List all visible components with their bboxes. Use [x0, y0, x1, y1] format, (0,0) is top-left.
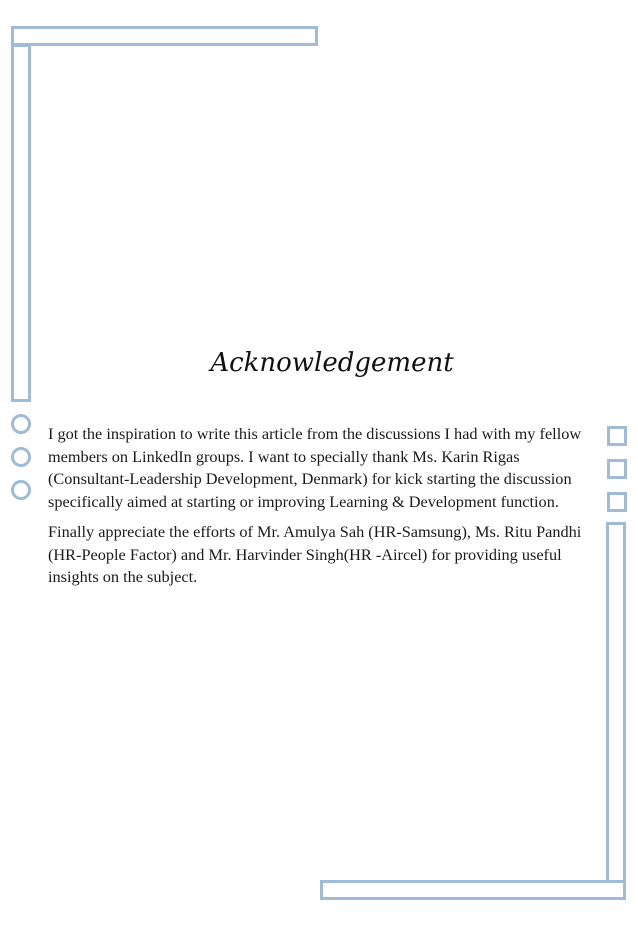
paragraph-appreciation: Finally appreciate the efforts of Mr. Amulya Sah (HR-Samsung), Ms. Ritu Pandhi (HR-People Factor) and Mr. Harvinder Singh(HR -Aircel) for providing useful insights on the subject.: [48, 522, 582, 586]
frame-bottom-right-vertical-bar: [606, 522, 626, 885]
decorative-circle-2: [11, 447, 31, 467]
page-title: Acknowledgement: [210, 348, 454, 378]
paragraph-inspiration: I got the inspiration to write this article from the discussions I had with my fellow members on LinkedIn groups. I want to specially thank Ms. Karin Rigas (Consultant-Leadership Development, Denmark) for kick starting the discussion specifically aimed at starting or improving Learning & Development function.: [48, 424, 582, 511]
decorative-circle-3: [11, 480, 31, 500]
decorative-square-3: [607, 492, 627, 512]
frame-bottom-horizontal-bar: [320, 880, 626, 900]
acknowledgement-body: [48, 423, 588, 597]
decorative-square-1: [607, 426, 627, 446]
decorative-square-2: [607, 459, 627, 479]
frame-top-horizontal-bar: [11, 26, 318, 46]
decorative-circle-1: [11, 414, 31, 434]
